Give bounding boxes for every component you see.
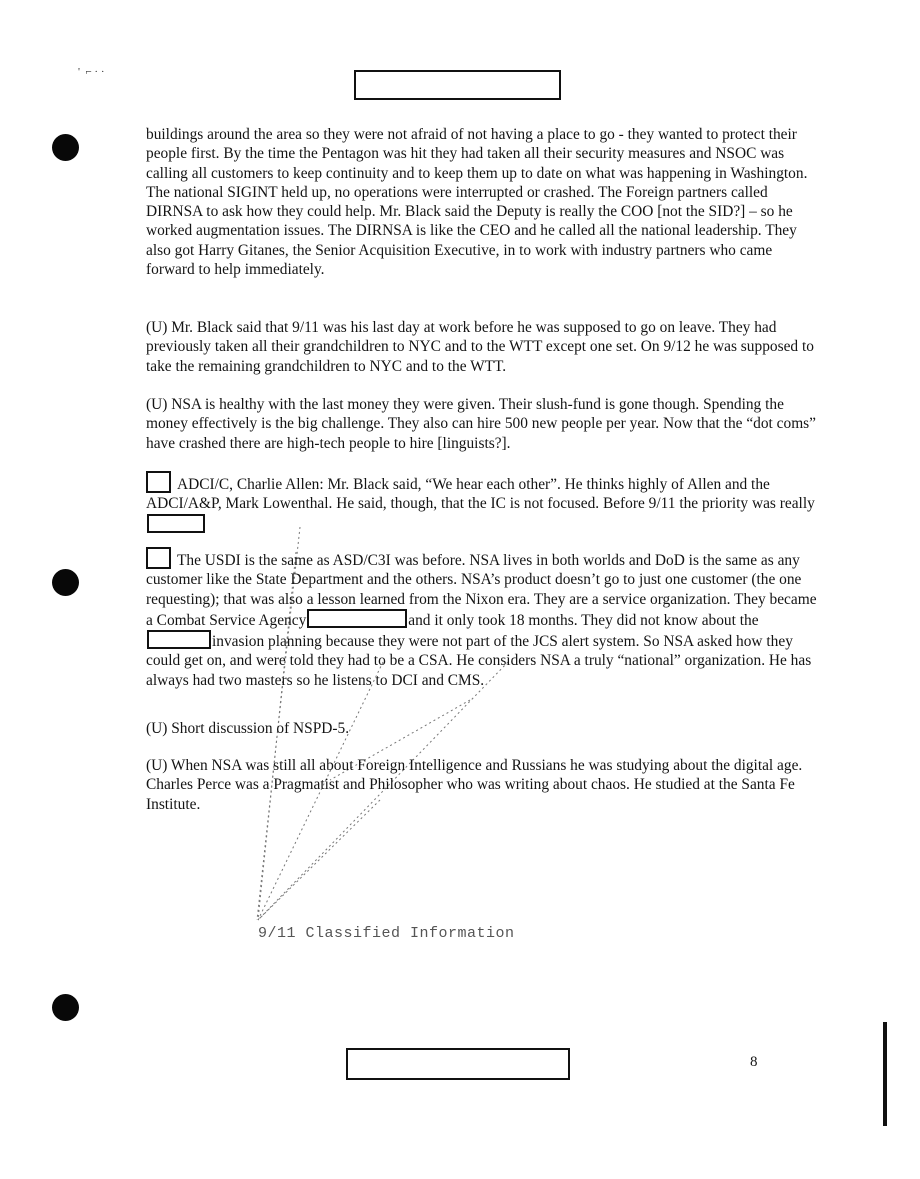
paragraph-text: (U) When NSA was still all about Foreign Intelligence and Russians he was studying about the digital age. Charles Perce was a Pragmatist and Philosopher who was writing about chaos. He studied at the Santa Fe Institute. (146, 757, 803, 813)
paragraph-usdi (146, 547, 818, 690)
paragraph-adci-text: ADCI/C, Charlie Allen: Mr. Black said, “We hear each other”. He thinks highly of Allen and the ADCI/A&P, Mark Lowenthal. He said, though, that the IC is not focused. Before 9/11 the priority was really (146, 476, 815, 513)
classified-information-note: 9/11 Classified Information (258, 925, 515, 942)
paragraph-adci (146, 471, 818, 535)
paragraph-text (146, 547, 818, 690)
paragraph-usdi-part1: The USDI is the same as ASD/C3I was before. NSA lives in both worlds and DoD is the same as any customer like the State Department and the others. NSA’s product doesn’t go to just one customer (the one requesting); that was also a lesson learned from the Nixon era. They are a service organization. They became a Combat Service Agency (146, 552, 817, 629)
inline-redaction (307, 609, 407, 628)
page-number: 8 (750, 1054, 758, 1070)
inline-redaction (147, 630, 211, 649)
scan-edge-mark (883, 1022, 887, 1126)
paragraph-text: buildings around the area so they were not afraid of not having a place to go - they wanted to protect their people first. By the time the Pentagon was hit they had taken all their security measures and NSOC was calling all customers to keep continuity and to keep them up to date on what was happening in Washington. The national SIGINT held up, no operations were interrupted or crashed. The Foreign partners called DIRNSA to ask how they could help. Mr. Black said the Deputy is really the COO [not the SID?] – so he worked augmentation issues. The DIRNSA is like the CEO and he called all the national leadership. They also got Harry Gitanes, the Senior Acquisition Executive, in to work with industry partners who came forward to help immediately. (146, 126, 808, 279)
footer-classification-redaction (346, 1048, 570, 1080)
paragraph-nspd (146, 719, 818, 738)
portion-marking-redaction (146, 471, 171, 493)
scan-specks: ' ⌐ · · (78, 66, 105, 78)
paragraph-last-day (146, 318, 818, 376)
paragraph-text: (U) Mr. Black said that 9/11 was his last day at work before he was supposed to go on leave. They had previously taken all their grandchildren to NYC and to the WTT except one set. On 9/12 he was supposed to take the remaining grandchildren to NYC and to the WTT. (146, 319, 814, 375)
paragraph-buildings (146, 125, 818, 279)
paragraph-nsa-healthy (146, 395, 818, 453)
paragraph-text: (U) Short discussion of NSPD-5. (146, 720, 350, 737)
paragraph-usdi-part2: and it only took 18 months. They did not know about the (408, 611, 759, 629)
paragraph-usdi-part3: invasion planning because they were not part of the JCS alert system. So NSA asked how they could get on, and were told they had to be a CSA. He considers NSA a truly “national” organization. He has always had two masters so he listens to DCI and CMS. (146, 633, 812, 689)
portion-marking-redaction (146, 547, 171, 569)
paragraph-text (146, 471, 818, 535)
paragraph-text: (U) NSA is healthy with the last money they were given. Their slush-fund is gone though. Spending the money effectively is the big challenge. They also can hire 500 new people per year. Now that the “dot coms” have crashed there are high-tech people to hire [linguists?]. (146, 396, 816, 452)
paragraph-pragmatist (146, 756, 818, 814)
inline-redaction (147, 514, 205, 533)
